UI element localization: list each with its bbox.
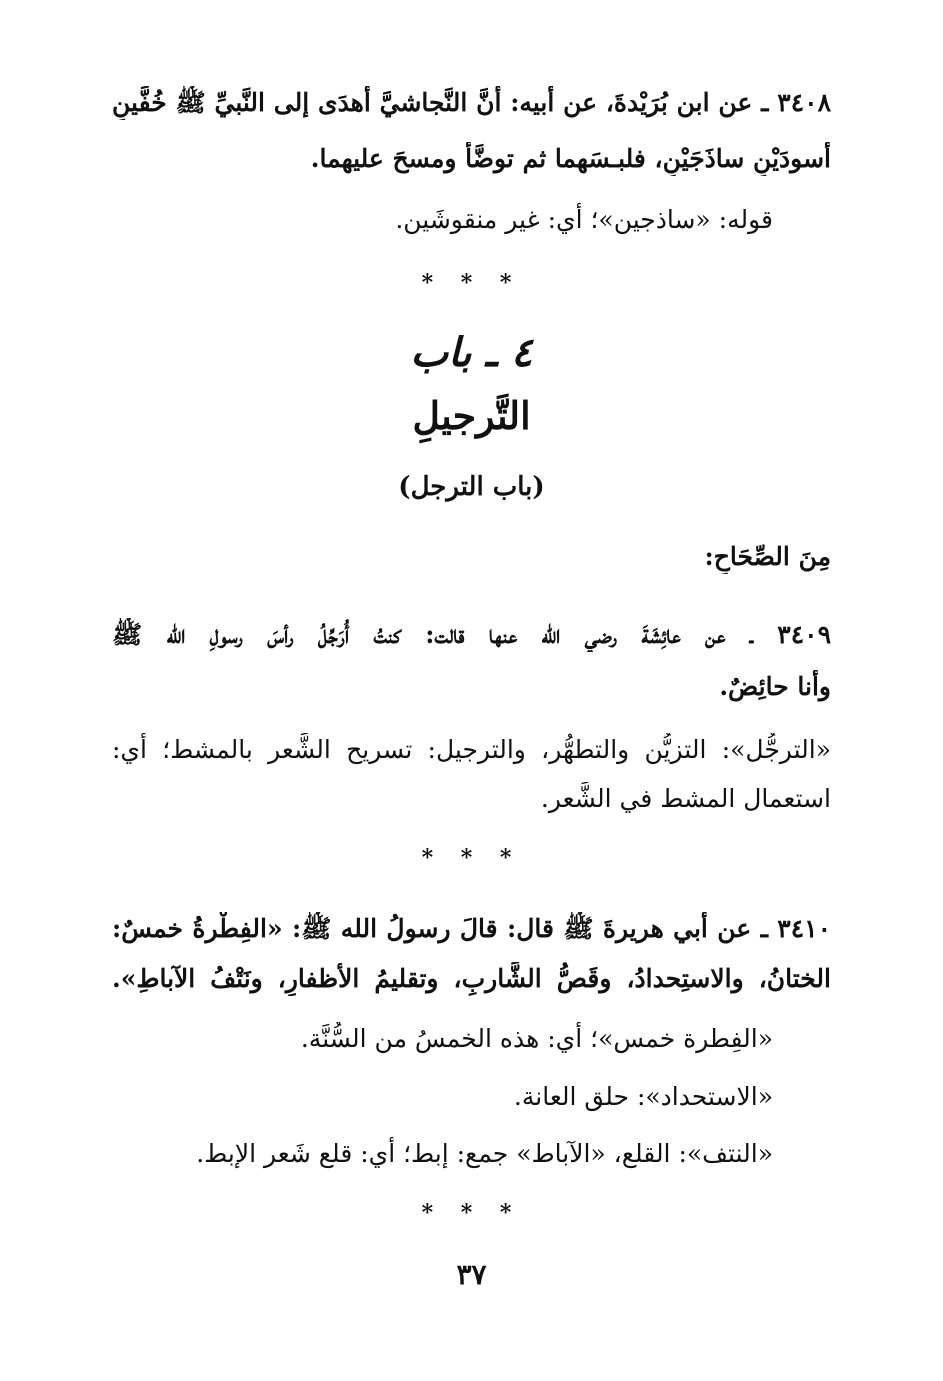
hadith-3408-line-1: ٣٤٠٨ ـ عن ابن بُرَيْدةَ، عن أبيه: أنَّ النَّجاشيَّ أهدَى إلى النَّبيِّ ﷺ خُفَّينِ [112,88,831,117]
hadith-3410-note-1: «الفِطرة خمس»؛ أي: هذه الخمسُ من السُّنَّة. [300,1024,773,1053]
hadith-3409-note-line-2: استعمال المشط في الشَّعر. [540,784,831,813]
hadith-3410-line-2: الختانُ، والاستِحدادُ، وقَصُّ الشَّاربِ، وتقليمُ الأظفارِ، ونَتْفُ الآباطِ». [112,964,831,993]
hadith-3409-line-2: وأنا حائِضٌ. [719,672,831,701]
hadith-3408-line-2: أسودَيْنِ ساذَجَيْنِ، فلبـسَهما ثم توضَّأ ومسحَ عليهما. [310,144,831,173]
hadith-3410-note-2: «الاستحداد»: حلق العانة. [513,1082,773,1111]
chapter-title: التَّرجيلِ [412,393,531,438]
page-number: ٣٧ [456,1258,487,1291]
chapter-number: ٤ ـ باب [410,329,533,376]
separator-1: * * * [421,270,522,296]
separator-3: * * * [421,1200,522,1226]
hadith-3409-note-line-1: «الترجُّل»: التزيُّن والتطهُّر، والترجيل: تسريح الشَّعر بالمشط؛ أي: [112,735,831,764]
hadith-3409-line-1: ٣٤٠٩ ـ عن عائِشَةَ رضي الله عنها قالت: كنتُ أُرَجِّلُ رأسَ رسولِ الله ﷺ [112,620,831,649]
hadith-3410-line-1: ٣٤١٠ ـ عن أبي هريرةَ ﷺ قال: قالَ رسولُ الله ﷺ: «الفِطْرةُ خمسٌ: [112,914,831,943]
chapter-subtitle: (باب الترجل) [398,472,545,502]
hadith-3408-note: قوله: «ساذجين»؛ أي: غير منقوشَين. [395,205,773,234]
section-heading: مِنَ الصِّحَاحِ: [704,542,831,571]
hadith-3410-note-3: «النتف»: القلع، «الآباط» جمع: إبط؛ أي: قلع شَعر الإبط. [196,1139,773,1168]
separator-2: * * * [421,845,522,871]
